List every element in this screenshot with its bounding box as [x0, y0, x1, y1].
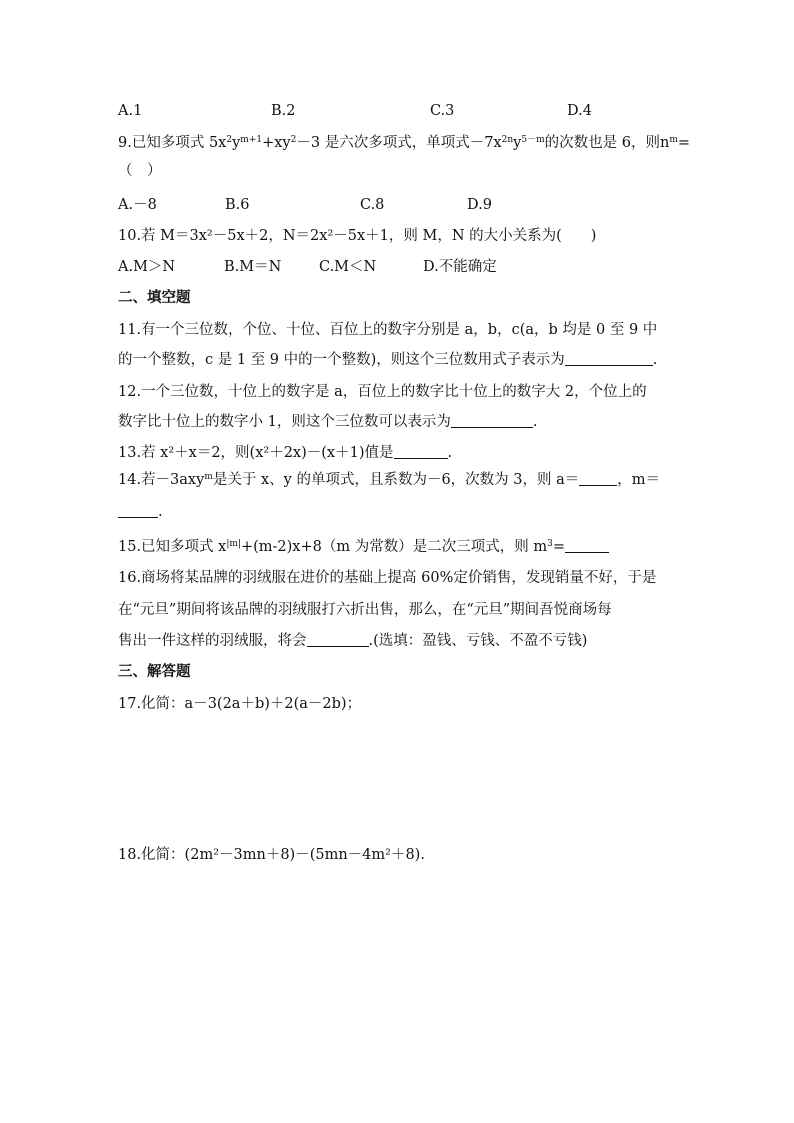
q14-blank-m[interactable]: [118, 503, 158, 518]
q12-answer-blank[interactable]: [451, 413, 533, 428]
q11-line-2: 的一个整数，c 是 1 至 9 中的一个整数)，则这个三位数用式子表示为 .: [118, 352, 658, 368]
q13-answer-blank[interactable]: [394, 444, 448, 459]
q16-line-3: 售出一件这样的羽绒服，将会 .(选填：盈钱、亏钱、不盈不亏钱): [118, 633, 588, 649]
q12-line-2: 数字比十位上的数字小 1，则这个三位数可以表示为 .: [118, 414, 538, 430]
q16-line-1: 16.商场将某品牌的羽绒服在进价的基础上提高 60%定价销售，发现销量不好，于是: [118, 570, 657, 586]
q8-option-a: A.1: [118, 103, 143, 119]
q8-option-c: C.3: [430, 103, 455, 119]
q15-answer-blank[interactable]: [565, 538, 609, 553]
q10-option-d: D.不能确定: [423, 259, 497, 275]
q16-answer-blank[interactable]: [307, 632, 369, 647]
q9-option-b: B.6: [225, 197, 250, 213]
q18-stem: 18.化简：(2m²－3mn＋8)－(5mn－4m²＋8).: [118, 847, 425, 863]
q9-option-a: A.－8: [118, 197, 157, 213]
q10-option-c: C.M＜N: [319, 259, 377, 275]
q10-option-a: A.M＞N: [118, 259, 176, 275]
section-solve-title: 三、解答题: [118, 663, 191, 680]
q14-blank-a[interactable]: [579, 471, 617, 486]
q14-stem: 14.若－3axy$^m$是关于 x、y 的单项式，且系数为－6，次数为 3，则 a＝ ，m＝: [118, 472, 661, 488]
q9-blank: （ ）: [118, 163, 162, 179]
q12-line-1: 12.一个三位数，十位上的数字是 a，百位上的数字比十位上的数字大 2，个位上的: [118, 384, 647, 400]
q8-option-d: D.4: [567, 103, 592, 119]
q16-line-2: 在“元旦”期间将该品牌的羽绒服打六折出售，那么，在“元旦”期间吾悦商场每: [118, 602, 612, 618]
q11-answer-blank[interactable]: [565, 351, 653, 366]
q9-stem: 9.已知多项式 $5x^2y^{m+1}+xy^2-3$ 是六次多项式，单项式$-7x^{2n}y^{5-m}$的次数也是 6，则$n^m=$: [118, 135, 691, 151]
q9-option-d: D.9: [467, 197, 492, 213]
q8-option-b: B.2: [271, 103, 296, 119]
q9-option-c: C.8: [360, 197, 385, 213]
q17-stem: 17.化简：a－3(2a＋b)＋2(a－2b)；: [118, 696, 362, 712]
q11-line-1: 11.有一个三位数，个位、十位、百位上的数字分别是 a，b，c(a，b 均是 0 至 9 中: [118, 322, 658, 338]
q13-stem: 13.若 x²＋x＝2，则(x²＋2x)－(x＋1)值是 .: [118, 445, 453, 461]
section-fill-in-title: 二、填空题: [118, 289, 191, 306]
q10-stem: 10.若 M＝3x²－5x＋2，N＝2x²－5x＋1，则 M，N 的大小关系为( ): [118, 228, 597, 244]
q10-option-b: B.M＝N: [224, 259, 282, 275]
q14-line-2: .: [118, 502, 163, 522]
q15-stem: 15.已知多项式 $x^{|m|}+(m-2)x+8(m$ 为常数）是二次三项式，则 $m^3=$: [118, 537, 609, 557]
